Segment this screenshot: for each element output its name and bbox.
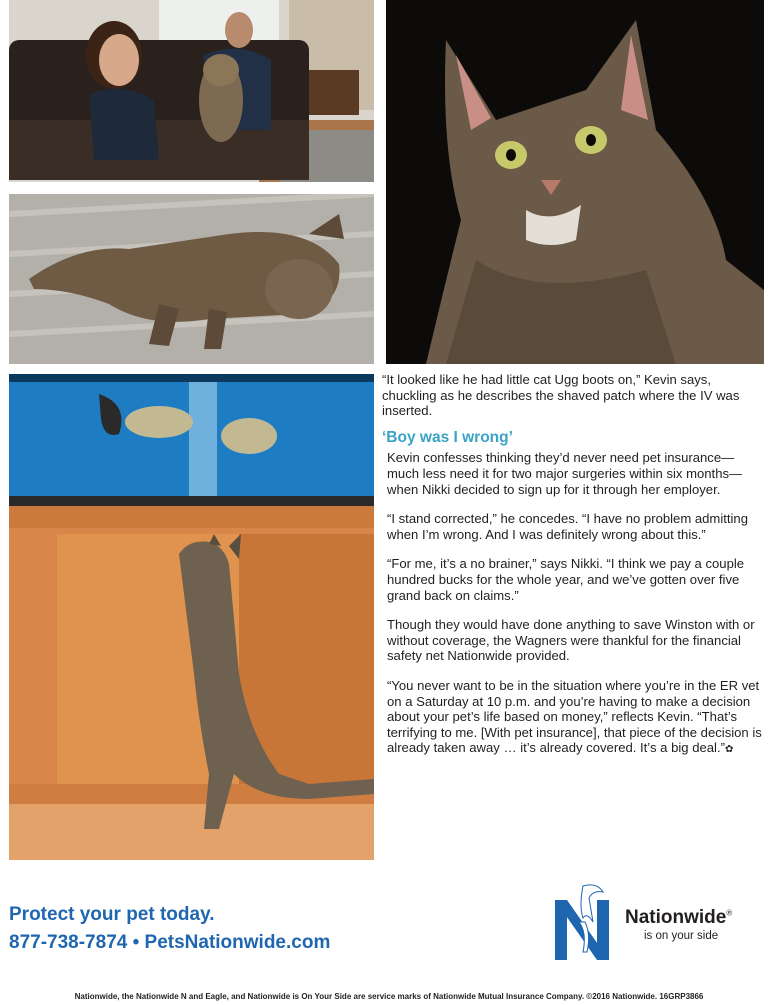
- article-body: [382, 372, 764, 772]
- article-paragraph-last: [382, 678, 764, 758]
- article-paragraph: “For me, it’s a no brainer,” says Nikki. “I think we pay a couple hundred bucks for the whole year, and we’ve gotten over five grand back on claims.”: [387, 556, 745, 603]
- couple-with-cat-photo: [9, 0, 374, 182]
- cat-on-rug-photo: [9, 194, 374, 364]
- article-paragraph: Kevin confesses thinking they’d never need pet insurance—much less need it for two major surgeries within six months—when Nikki decided to sign up for it through her employer.: [387, 450, 743, 497]
- nationwide-n-eagle-icon: [553, 882, 613, 964]
- article-paragraph: “It looked like he had little cat Ugg boots on,” Kevin says, chuckling as he describes the shaved patch where the IV was inserted.: [382, 372, 740, 419]
- cta-contact[interactable]: 877-738-7874 • PetsNationwide.com: [9, 932, 331, 953]
- section-heading: ‘Boy was I wrong’: [382, 428, 513, 446]
- cat-at-aquarium-photo: [9, 374, 374, 860]
- call-to-action: [9, 903, 330, 955]
- cta-headline: Protect your pet today.: [9, 904, 215, 925]
- nationwide-logo: [553, 882, 763, 964]
- article-paragraph: “I stand corrected,” he concedes. “I have no problem admitting when I’m wrong. And I was definitely wrong about this.”: [387, 511, 748, 542]
- article-paragraph: Though they would have done anything to save Winston with or without coverage, the Wagners were thankful for the financial safety net Nationwide provided.: [387, 617, 755, 664]
- brand-tagline: is on your side: [644, 930, 719, 942]
- legal-footer: Nationwide, the Nationwide N and Eagle, and Nationwide is On Your Side are service marks of Nationwide Mutual Insurance Company. ©2016 Nationwide. 16GRP3866: [74, 992, 704, 1001]
- paw-print-icon: ✿: [724, 744, 734, 756]
- article-paragraph-text: “You never want to be in the situation where you’re in the ER vet on a Saturday at 10 p.m. and you’re having to make a decision about your pet’s life based on money,” reflects Kevin. “That’s terrifying to me. [With pet insurance], that piece of the decision is already taken away … it’s already covered. It’s a big deal.”: [387, 677, 762, 756]
- registered-mark: ®: [726, 908, 733, 918]
- brand-name: Nationwide®: [625, 907, 733, 928]
- cat-portrait-photo: [386, 0, 764, 364]
